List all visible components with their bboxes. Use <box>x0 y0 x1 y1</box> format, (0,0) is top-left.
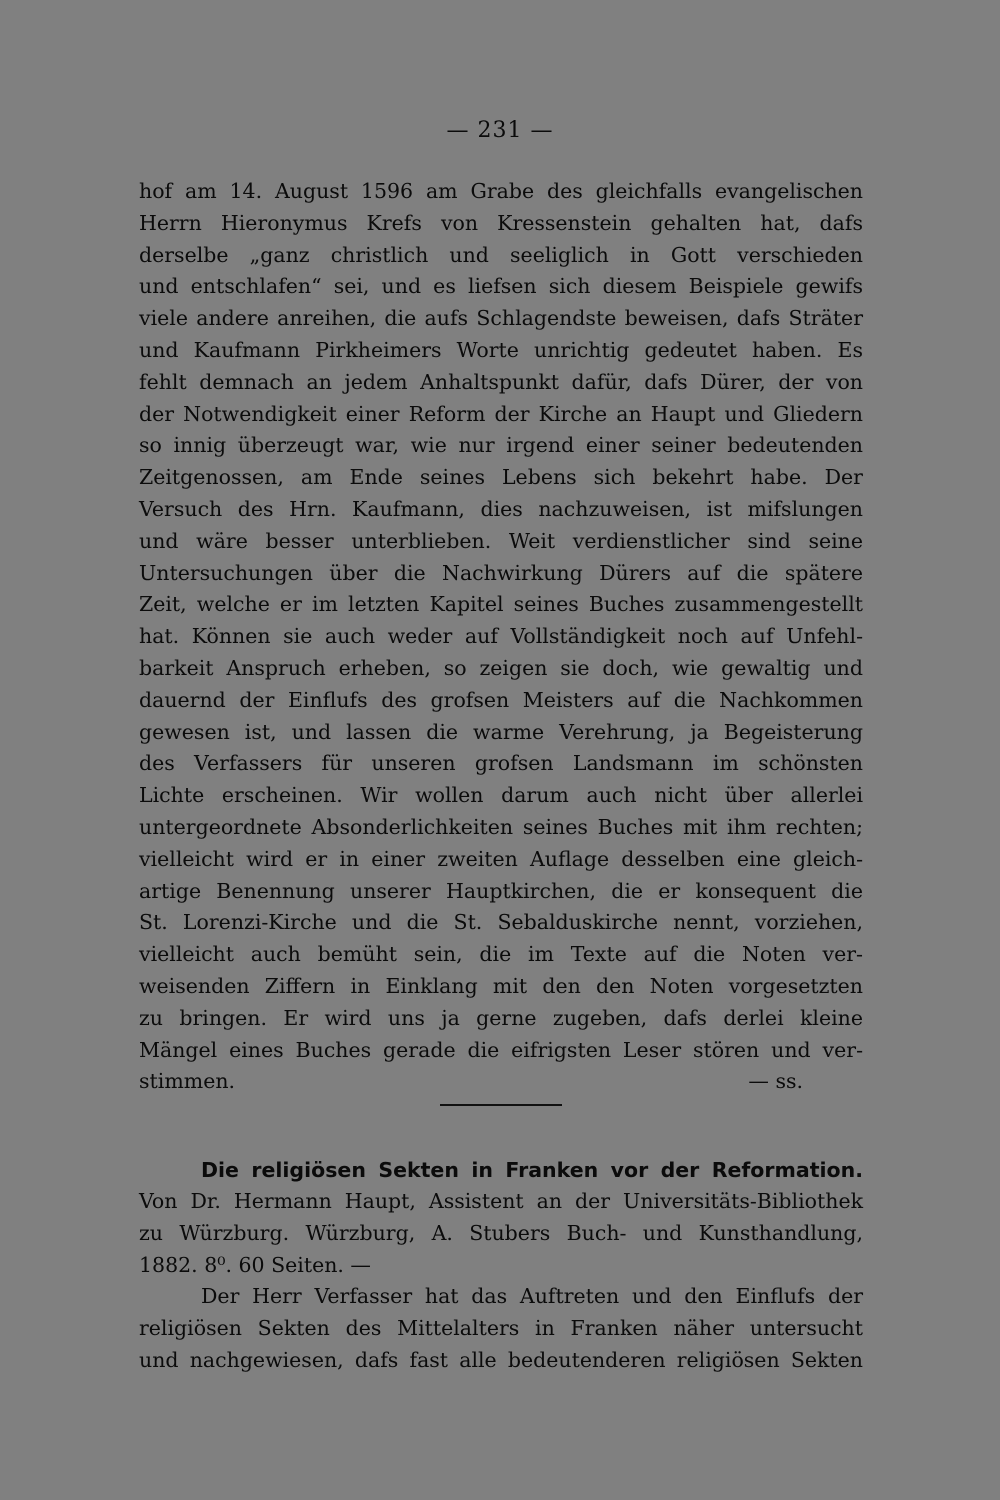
text-line: hat. Können sie auch weder auf Vollständigkeit noch auf Unfehl- <box>139 624 863 649</box>
text-line: Der Herr Verfasser hat das Auftreten und den Einflufs der <box>201 1284 863 1309</box>
text-line: und wäre besser unterblieben. Weit verdienstlicher sind seine <box>139 528 863 553</box>
text-line: des Verfassers für unseren grofsen Landsmann im schönsten <box>139 751 863 776</box>
text-line: dauernd der Einflufs des grofsen Meisters auf die Nachkommen <box>139 687 863 712</box>
text-line: artige Benennung unserer Hauptkirchen, die er konsequent die <box>139 878 863 903</box>
page-number: — 231 — <box>446 118 554 143</box>
text-line: St. Lorenzi-Kirche und die St. Sebalduskirche nennt, vorziehen, <box>139 910 863 935</box>
text-line: vielleicht wird er in einer zweiten Auflage desselben eine gleich- <box>139 846 863 871</box>
text-line: Lichte erscheinen. Wir wollen darum auch nicht über allerlei <box>139 783 863 808</box>
reviewer-signature: — ss. <box>748 1069 803 1094</box>
text-line: Untersuchungen über die Nachwirkung Dürers auf die spätere <box>139 560 863 585</box>
review-1-body <box>139 176 863 1098</box>
text-line: zu bringen. Er wird uns ja gerne zugeben, dafs derlei kleine <box>139 1005 863 1030</box>
text-line: derselbe „ganz christlich und seeliglich in Gott verschieden <box>139 242 863 267</box>
text-line: Herrn Hieronymus Krefs von Kressenstein gehalten hat, dafs <box>139 210 863 235</box>
review-2-body <box>139 1186 863 1377</box>
text-line: Zeitgenossen, am Ende seines Lebens sich bekehrt habe. Der <box>139 465 863 490</box>
text-line: religiösen Sekten des Mittelalters in Franken näher untersucht <box>139 1316 863 1341</box>
closing-line <box>139 1066 863 1098</box>
text-line: 1882. 8⁰. 60 Seiten. — <box>139 1252 371 1277</box>
text-line: untergeordnete Absonderlichkeiten seines Buches mit ihm rechten; <box>139 814 863 839</box>
text-line: Zeit, welche er im letzten Kapitel seines Buches zusammengestellt <box>139 592 863 617</box>
text-line: so innig überzeugt war, wie nur irgend einer seiner bedeutenden <box>139 433 863 458</box>
text-line: vielleicht auch bemüht sein, die im Texte auf die Noten ver- <box>139 942 863 967</box>
section-separator <box>440 1104 562 1106</box>
text-line: barkeit Anspruch erheben, so zeigen sie doch, wie gewaltig und <box>139 655 863 680</box>
text-line: viele andere anreihen, die aufs Schlagendste beweisen, dafs Sträter <box>139 306 863 331</box>
text-line: und nachgewiesen, dafs fast alle bedeutenderen religiösen Sekten <box>139 1347 863 1372</box>
text-line: zu Würzburg. Würzburg, A. Stubers Buch- und Kunsthandlung, <box>139 1220 863 1245</box>
text-line: Versuch des Hrn. Kaufmann, dies nachzuweisen, ist mifslungen <box>139 496 863 521</box>
review-2-title: Die religiösen Sekten in Franken vor der Reformation. <box>201 1158 863 1182</box>
closing-text: stimmen. <box>139 1069 236 1094</box>
text-line: weisenden Ziffern in Einklang mit den den Noten vorgesetzten <box>139 973 863 998</box>
text-line: Von Dr. Hermann Haupt, Assistent an der Universitäts-Bibliothek <box>139 1189 863 1213</box>
text-line: fehlt demnach an jedem Anhaltspunkt dafür, dafs Dürer, der von <box>139 369 863 394</box>
text-line: der Notwendigkeit einer Reform der Kirche an Haupt und Gliedern <box>139 401 863 426</box>
text-line: und entschlafen“ sei, und es liefsen sich diesem Beispiele gewifs <box>139 274 863 299</box>
text-line: gewesen ist, und lassen die warme Verehrung, ja Begeisterung <box>139 719 863 744</box>
text-line: und Kaufmann Pirkheimers Worte unrichtig gedeutet haben. Es <box>139 337 863 362</box>
text-line: Mängel eines Buches gerade die eifrigsten Leser stören und ver- <box>139 1037 863 1062</box>
text-line: hof am 14. August 1596 am Grabe des gleichfalls evangelischen <box>139 179 863 203</box>
